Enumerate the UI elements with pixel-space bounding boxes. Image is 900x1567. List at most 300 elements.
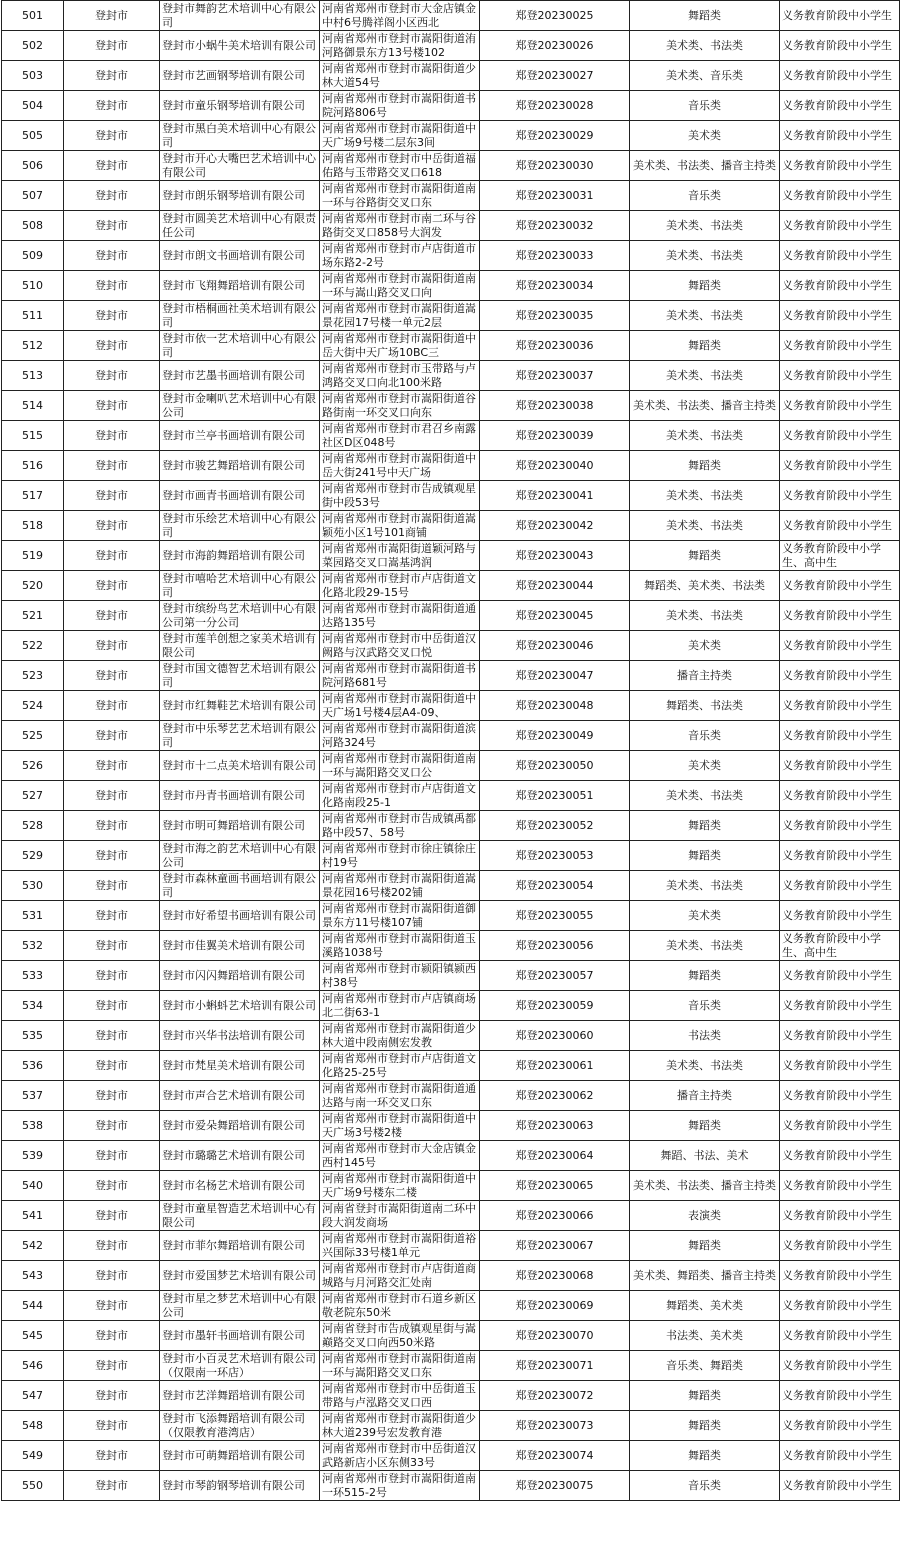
category-cell-text: 美术类、书法类 — [666, 788, 743, 802]
row-number-cell-text: 504 — [22, 98, 43, 112]
category-cell-text: 音乐类 — [688, 98, 721, 112]
city-cell-text: 登封市 — [95, 1418, 128, 1432]
target-students-cell-text: 义务教育阶段中小学生 — [782, 458, 892, 472]
license-number-cell — [480, 1381, 630, 1411]
institution-name-cell — [160, 1321, 320, 1351]
category-cell-text: 音乐类 — [688, 188, 721, 202]
category-cell-text: 美术类、书法类、播音主持类 — [633, 158, 776, 172]
city-cell-text: 登封市 — [95, 128, 128, 142]
target-students-cell — [780, 241, 900, 271]
institution-name-cell — [160, 661, 320, 691]
target-students-cell — [780, 1231, 900, 1261]
license-number-cell-text: 郑登20230070 — [515, 1328, 594, 1342]
table-row — [2, 1321, 900, 1351]
address-cell — [320, 61, 480, 91]
institution-name-cell — [160, 91, 320, 121]
institution-name-cell-text: 登封市红舞鞋艺术培训有限公司 — [162, 698, 316, 712]
category-cell-text: 美术类、书法类 — [666, 938, 743, 952]
category-cell — [630, 1381, 780, 1411]
address-cell-text: 河南省郑州市登封市嵩阳街道中天广场1号楼4层A4-09、 — [322, 691, 476, 719]
address-cell-text: 河南省郑州市登封市嵩阳街道中岳大街241号中天广场 — [322, 451, 476, 479]
city-cell-text: 登封市 — [95, 8, 128, 22]
city-cell — [64, 271, 160, 301]
category-cell-text: 美术类、书法类 — [666, 248, 743, 262]
row-number-cell-text: 512 — [22, 338, 43, 352]
row-number-cell — [2, 691, 64, 721]
row-number-cell — [2, 211, 64, 241]
category-cell-text: 舞蹈类、书法类 — [666, 698, 743, 712]
category-cell-text: 舞蹈类 — [688, 1388, 721, 1402]
category-cell — [630, 661, 780, 691]
city-cell — [64, 901, 160, 931]
table-row — [2, 421, 900, 451]
row-number-cell-text: 510 — [22, 278, 43, 292]
city-cell-text: 登封市 — [95, 1028, 128, 1042]
table-row — [2, 1081, 900, 1111]
category-cell-text: 美术类、书法类 — [666, 1058, 743, 1072]
row-number-cell — [2, 241, 64, 271]
city-cell — [64, 1351, 160, 1381]
target-students-cell-text: 义务教育阶段中小学生 — [782, 638, 892, 652]
city-cell-text: 登封市 — [95, 458, 128, 472]
category-cell-text: 美术类 — [688, 638, 721, 652]
target-students-cell — [780, 1081, 900, 1111]
institution-name-cell-text: 登封市舞韵艺术培训中心有限公司 — [162, 1, 316, 29]
license-number-cell-text: 郑登20230038 — [515, 398, 594, 412]
category-cell-text: 舞蹈类 — [688, 968, 721, 982]
row-number-cell-text: 523 — [22, 668, 43, 682]
target-students-cell — [780, 781, 900, 811]
city-cell — [64, 691, 160, 721]
institution-name-cell-text: 登封市明可舞蹈培训有限公司 — [162, 818, 305, 832]
city-cell-text: 登封市 — [95, 638, 128, 652]
city-cell-text: 登封市 — [95, 278, 128, 292]
row-number-cell — [2, 871, 64, 901]
license-number-cell-text: 郑登20230072 — [515, 1388, 594, 1402]
license-number-cell-text: 郑登20230057 — [515, 968, 594, 982]
row-number-cell-text: 514 — [22, 398, 43, 412]
category-cell — [630, 91, 780, 121]
city-cell — [64, 1201, 160, 1231]
category-cell — [630, 31, 780, 61]
category-cell — [630, 541, 780, 571]
license-number-cell — [480, 961, 630, 991]
address-cell-text: 河南省郑州市登封市嵩阳街道南一环与嵩阳路交叉口公 — [322, 751, 476, 779]
address-cell-text: 河南省郑州市登封市嵩阳街道书院河路681号 — [322, 661, 476, 689]
city-cell — [64, 181, 160, 211]
category-cell-text: 美术类、书法类 — [666, 488, 743, 502]
address-cell — [320, 1201, 480, 1231]
address-cell — [320, 631, 480, 661]
city-cell-text: 登封市 — [95, 1448, 128, 1462]
target-students-cell-text: 义务教育阶段中小学生 — [782, 1478, 892, 1492]
category-cell — [630, 721, 780, 751]
city-cell-text: 登封市 — [95, 218, 128, 232]
target-students-cell-text: 义务教育阶段中小学生、高中生 — [782, 931, 881, 959]
address-cell — [320, 1051, 480, 1081]
license-number-cell — [480, 1231, 630, 1261]
license-number-cell-text: 郑登20230030 — [515, 158, 594, 172]
table-row — [2, 511, 900, 541]
category-cell — [630, 271, 780, 301]
license-number-cell — [480, 631, 630, 661]
license-number-cell — [480, 61, 630, 91]
category-cell-text: 美术类、书法类、播音主持类 — [633, 1178, 776, 1192]
address-cell — [320, 451, 480, 481]
target-students-cell — [780, 631, 900, 661]
city-cell-text: 登封市 — [95, 818, 128, 832]
row-number-cell — [2, 541, 64, 571]
category-cell-text: 播音主持类 — [677, 668, 732, 682]
target-students-cell-text: 义务教育阶段中小学生 — [782, 8, 892, 22]
city-cell-text: 登封市 — [95, 578, 128, 592]
address-cell — [320, 931, 480, 961]
row-number-cell-text: 533 — [22, 968, 43, 982]
row-number-cell-text: 526 — [22, 758, 43, 772]
institution-name-cell-text: 登封市声合艺术培训有限公司 — [162, 1088, 305, 1102]
category-cell-text: 美术类、书法类 — [666, 38, 743, 52]
table-row — [2, 1441, 900, 1471]
institution-name-cell — [160, 931, 320, 961]
target-students-cell — [780, 1291, 900, 1321]
city-cell — [64, 601, 160, 631]
row-number-cell-text: 509 — [22, 248, 43, 262]
city-cell-text: 登封市 — [95, 668, 128, 682]
city-cell — [64, 391, 160, 421]
license-number-cell — [480, 181, 630, 211]
row-number-cell — [2, 331, 64, 361]
institution-name-cell — [160, 1381, 320, 1411]
table-row — [2, 931, 900, 961]
category-cell-text: 舞蹈类 — [688, 1118, 721, 1132]
license-number-cell — [480, 1411, 630, 1441]
address-cell — [320, 331, 480, 361]
target-students-cell-text: 义务教育阶段中小学生 — [782, 1448, 892, 1462]
row-number-cell-text: 528 — [22, 818, 43, 832]
target-students-cell-text: 义务教育阶段中小学生 — [782, 398, 892, 412]
institution-name-cell-text: 登封市圆美艺术培训中心有限责任公司 — [162, 211, 316, 239]
institution-name-cell-text: 登封市飞添舞蹈培训有限公司（仅限教育港湾店） — [162, 1411, 305, 1439]
category-cell — [630, 961, 780, 991]
address-cell-text: 河南省郑州市登封市中岳街道福佑路与玉带路交叉口618 — [322, 151, 476, 179]
address-cell-text: 河南省郑州市登封市嵩阳街道书院河路806号 — [322, 91, 476, 119]
address-cell-text: 河南省郑州市登封市大金店镇金西村145号 — [322, 1141, 476, 1169]
target-students-cell-text: 义务教育阶段中小学生 — [782, 278, 892, 292]
city-cell-text: 登封市 — [95, 1328, 128, 1342]
target-students-cell — [780, 991, 900, 1021]
category-cell-text: 舞蹈、书法、美术 — [660, 1148, 749, 1162]
table-row — [2, 1411, 900, 1441]
category-cell — [630, 991, 780, 1021]
row-number-cell-text: 519 — [22, 548, 43, 562]
institution-name-cell-text: 登封市名杨艺术培训有限公司 — [162, 1178, 305, 1192]
city-cell — [64, 931, 160, 961]
address-cell-text: 河南省郑州市登封市嵩阳街道中岳大街中天广场10BC三 — [322, 331, 476, 359]
institution-name-cell — [160, 271, 320, 301]
license-number-cell — [480, 751, 630, 781]
license-number-cell-text: 郑登20230046 — [515, 638, 594, 652]
row-number-cell — [2, 1471, 64, 1501]
city-cell — [64, 721, 160, 751]
address-cell — [320, 1171, 480, 1201]
table-row — [2, 1381, 900, 1411]
license-number-cell-text: 郑登20230071 — [515, 1358, 594, 1372]
institution-name-cell-text: 登封市小蜗牛美术培训有限公司 — [162, 38, 316, 52]
table-row — [2, 1, 900, 31]
license-number-cell-text: 郑登20230048 — [515, 698, 594, 712]
row-number-cell — [2, 601, 64, 631]
institution-name-cell — [160, 961, 320, 991]
license-number-cell — [480, 331, 630, 361]
row-number-cell-text: 546 — [22, 1358, 43, 1372]
table-row — [2, 331, 900, 361]
address-cell-text: 河南省郑州市登封市嵩阳街道少林大道中段南侧宏发教 — [322, 1021, 476, 1049]
target-students-cell-text: 义务教育阶段中小学生 — [782, 578, 892, 592]
table-row — [2, 271, 900, 301]
category-cell — [630, 61, 780, 91]
address-cell — [320, 421, 480, 451]
row-number-cell-text: 536 — [22, 1058, 43, 1072]
table-row — [2, 181, 900, 211]
institution-name-cell — [160, 1231, 320, 1261]
target-students-cell — [780, 811, 900, 841]
row-number-cell — [2, 1111, 64, 1141]
category-cell-text: 舞蹈类 — [688, 8, 721, 22]
row-number-cell — [2, 1021, 64, 1051]
institution-name-cell-text: 登封市兴华书法培训有限公司 — [162, 1028, 305, 1042]
row-number-cell — [2, 1081, 64, 1111]
row-number-cell-text: 507 — [22, 188, 43, 202]
category-cell — [630, 181, 780, 211]
row-number-cell-text: 502 — [22, 38, 43, 52]
target-students-cell-text: 义务教育阶段中小学生 — [782, 1208, 892, 1222]
category-cell-text: 表演类 — [688, 1208, 721, 1222]
target-students-cell — [780, 541, 900, 571]
target-students-cell — [780, 1141, 900, 1171]
license-number-cell-text: 郑登20230026 — [515, 38, 594, 52]
table-body — [2, 1, 900, 1501]
license-number-cell-text: 郑登20230063 — [515, 1118, 594, 1132]
address-cell-text: 河南省郑州市登封市嵩阳街道中天广场3号楼2楼 — [322, 1111, 476, 1139]
category-cell-text: 音乐类、舞蹈类 — [666, 1358, 743, 1372]
target-students-cell-text: 义务教育阶段中小学生 — [782, 758, 892, 772]
target-students-cell — [780, 1471, 900, 1501]
license-number-cell-text: 郑登20230060 — [515, 1028, 594, 1042]
license-number-cell-text: 郑登20230028 — [515, 98, 594, 112]
target-students-cell-text: 义务教育阶段中小学生 — [782, 1388, 892, 1402]
target-students-cell-text: 义务教育阶段中小学生 — [782, 38, 892, 52]
city-cell — [64, 211, 160, 241]
category-cell-text: 美术类、书法类 — [666, 308, 743, 322]
row-number-cell-text: 521 — [22, 608, 43, 622]
license-number-cell — [480, 871, 630, 901]
row-number-cell-text: 543 — [22, 1268, 43, 1282]
license-number-cell-text: 郑登20230056 — [515, 938, 594, 952]
category-cell — [630, 451, 780, 481]
row-number-cell-text: 548 — [22, 1418, 43, 1432]
row-number-cell-text: 530 — [22, 878, 43, 892]
institution-table — [1, 0, 900, 1501]
address-cell — [320, 661, 480, 691]
city-cell-text: 登封市 — [95, 998, 128, 1012]
address-cell-text: 河南省郑州市登封市卢店街道文化路南段25-1 — [322, 781, 476, 809]
address-cell-text: 河南省郑州市登封市卢店街道文化路北段29-15号 — [322, 571, 476, 599]
table-row — [2, 241, 900, 271]
address-cell-text: 河南省郑州市登封市卢店街道文化路25-25号 — [322, 1051, 476, 1079]
table-row — [2, 541, 900, 571]
target-students-cell-text: 义务教育阶段中小学生 — [782, 488, 892, 502]
row-number-cell-text: 518 — [22, 518, 43, 532]
address-cell-text: 河南省登封市嵩阳街道南二环中段大润发商场 — [322, 1201, 476, 1229]
target-students-cell-text: 义务教育阶段中小学生 — [782, 848, 892, 862]
city-cell — [64, 31, 160, 61]
row-number-cell — [2, 931, 64, 961]
license-number-cell-text: 郑登20230042 — [515, 518, 594, 532]
row-number-cell-text: 549 — [22, 1448, 43, 1462]
row-number-cell-text: 511 — [22, 308, 43, 322]
address-cell — [320, 691, 480, 721]
city-cell — [64, 1261, 160, 1291]
city-cell-text: 登封市 — [95, 1118, 128, 1132]
category-cell — [630, 331, 780, 361]
address-cell — [320, 1111, 480, 1141]
institution-name-cell — [160, 781, 320, 811]
address-cell — [320, 961, 480, 991]
category-cell-text: 舞蹈类 — [688, 548, 721, 562]
address-cell — [320, 1351, 480, 1381]
license-number-cell-text: 郑登20230032 — [515, 218, 594, 232]
row-number-cell — [2, 451, 64, 481]
city-cell — [64, 91, 160, 121]
category-cell — [630, 1471, 780, 1501]
target-students-cell — [780, 181, 900, 211]
institution-name-cell-text: 登封市兰亭书画培训有限公司 — [162, 428, 305, 442]
license-number-cell — [480, 811, 630, 841]
category-cell-text: 音乐类 — [688, 998, 721, 1012]
institution-name-cell-text: 登封市梧桐画社美术培训有限公司 — [162, 301, 316, 329]
target-students-cell-text: 义务教育阶段中小学生 — [782, 1148, 892, 1162]
institution-name-cell — [160, 1141, 320, 1171]
institution-name-cell — [160, 571, 320, 601]
row-number-cell — [2, 1261, 64, 1291]
city-cell — [64, 121, 160, 151]
table-row — [2, 211, 900, 241]
row-number-cell — [2, 631, 64, 661]
target-students-cell — [780, 331, 900, 361]
institution-name-cell — [160, 331, 320, 361]
table-row — [2, 481, 900, 511]
address-cell — [320, 151, 480, 181]
license-number-cell-text: 郑登20230033 — [515, 248, 594, 262]
license-number-cell — [480, 1081, 630, 1111]
category-cell — [630, 1, 780, 31]
address-cell-text: 河南省郑州市登封市大金店镇金中村6号腾祥阁小区西北 — [322, 1, 476, 29]
address-cell — [320, 31, 480, 61]
license-number-cell — [480, 1141, 630, 1171]
target-students-cell — [780, 751, 900, 781]
category-cell — [630, 151, 780, 181]
row-number-cell — [2, 1201, 64, 1231]
row-number-cell-text: 513 — [22, 368, 43, 382]
category-cell — [630, 1081, 780, 1111]
institution-name-cell-text: 登封市好希望书画培训有限公司 — [162, 908, 316, 922]
row-number-cell — [2, 511, 64, 541]
institution-name-cell-text: 登封市十二点美术培训有限公司 — [162, 758, 316, 772]
institution-name-cell — [160, 631, 320, 661]
institution-name-cell — [160, 211, 320, 241]
institution-name-cell — [160, 511, 320, 541]
category-cell — [630, 1291, 780, 1321]
address-cell-text: 河南省郑州市登封市嵩阳街道玉溪路1038号 — [322, 931, 476, 959]
target-students-cell-text: 义务教育阶段中小学生 — [782, 338, 892, 352]
address-cell-text: 河南省郑州市登封市中岳街道汉武路新店小区东侧33号 — [322, 1441, 476, 1469]
target-students-cell — [780, 91, 900, 121]
city-cell-text: 登封市 — [95, 1208, 128, 1222]
city-cell — [64, 301, 160, 331]
row-number-cell-text: 506 — [22, 158, 43, 172]
institution-name-cell — [160, 1471, 320, 1501]
row-number-cell — [2, 31, 64, 61]
target-students-cell — [780, 1, 900, 31]
city-cell-text: 登封市 — [95, 248, 128, 262]
target-students-cell — [780, 31, 900, 61]
institution-name-cell — [160, 181, 320, 211]
category-cell — [630, 781, 780, 811]
address-cell-text: 河南省郑州市登封市嵩阳街道通达路135号 — [322, 601, 476, 629]
row-number-cell — [2, 1291, 64, 1321]
city-cell-text: 登封市 — [95, 938, 128, 952]
row-number-cell — [2, 1321, 64, 1351]
city-cell-text: 登封市 — [95, 1058, 128, 1072]
target-students-cell — [780, 1321, 900, 1351]
city-cell-text: 登封市 — [95, 788, 128, 802]
target-students-cell-text: 义务教育阶段中小学生 — [782, 98, 892, 112]
table-row — [2, 361, 900, 391]
institution-name-cell-text: 登封市爱朵舞蹈培训有限公司 — [162, 1118, 305, 1132]
address-cell — [320, 121, 480, 151]
table-row — [2, 841, 900, 871]
city-cell — [64, 841, 160, 871]
row-number-cell — [2, 1141, 64, 1171]
row-number-cell-text: 505 — [22, 128, 43, 142]
institution-name-cell-text: 登封市嘻哈艺术培训中心有限公司 — [162, 571, 316, 599]
address-cell-text: 河南省郑州市登封市嵩阳街道嵩景花园17号楼一单元2层 — [322, 301, 476, 329]
row-number-cell-text: 517 — [22, 488, 43, 502]
table-row — [2, 991, 900, 1021]
address-cell-text: 河南省郑州市登封市卢店镇商场北二街63-1 — [322, 991, 476, 1019]
city-cell — [64, 871, 160, 901]
row-number-cell-text: 538 — [22, 1118, 43, 1132]
address-cell — [320, 1081, 480, 1111]
city-cell-text: 登封市 — [95, 878, 128, 892]
license-number-cell-text: 郑登20230052 — [515, 818, 594, 832]
license-number-cell-text: 郑登20230034 — [515, 278, 594, 292]
target-students-cell-text: 义务教育阶段中小学生 — [782, 158, 892, 172]
category-cell-text: 舞蹈类 — [688, 278, 721, 292]
target-students-cell-text: 义务教育阶段中小学生 — [782, 368, 892, 382]
institution-name-cell-text: 登封市墨轩书画培训有限公司 — [162, 1328, 305, 1342]
row-number-cell — [2, 571, 64, 601]
table-row — [2, 1201, 900, 1231]
license-number-cell-text: 郑登20230067 — [515, 1238, 594, 1252]
category-cell — [630, 481, 780, 511]
license-number-cell — [480, 1441, 630, 1471]
target-students-cell-text: 义务教育阶段中小学生 — [782, 608, 892, 622]
category-cell — [630, 631, 780, 661]
institution-name-cell — [160, 61, 320, 91]
row-number-cell — [2, 841, 64, 871]
institution-name-cell — [160, 1201, 320, 1231]
